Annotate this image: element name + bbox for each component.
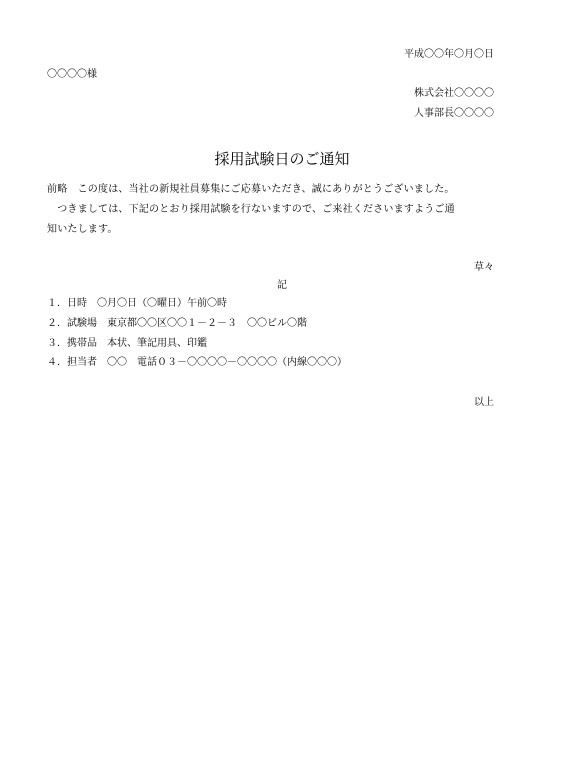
body-line-1: 前略 この度は、当社の新規社員募集にご応募いただき、誠にありがとうございました。 xyxy=(47,184,455,195)
body-line-2: つきましては、下記のとおり採用試験を行ないますので、ご来社くださいますようご通 xyxy=(47,204,455,215)
letter-date: 平成〇〇年〇月〇日 xyxy=(404,49,494,60)
document-title: 採用試験日のご通知 xyxy=(214,150,350,168)
list-item: ２．試験場 東京都〇〇区〇〇１－２－３ 〇〇ビル〇階 xyxy=(47,318,307,329)
end-mark: 以上 xyxy=(474,397,494,408)
sender-title: 人事部長〇〇〇〇 xyxy=(414,108,494,119)
body-line-3: 知いたします。 xyxy=(47,224,118,235)
list-item: １．日時 〇月〇日（〇曜日）午前〇時 xyxy=(47,298,227,309)
list-item: ４．担当者 〇〇 電話０３－〇〇〇〇－〇〇〇〇（内線〇〇〇） xyxy=(47,357,347,368)
sender-company: 株式会社〇〇〇〇 xyxy=(414,88,494,99)
closing-word: 草々 xyxy=(474,262,494,273)
list-item: ３．携帯品 本状、筆記用具、印鑑 xyxy=(47,338,207,349)
recipient-name: 〇〇〇〇様 xyxy=(47,69,97,80)
ki-heading: 記 xyxy=(277,280,287,291)
